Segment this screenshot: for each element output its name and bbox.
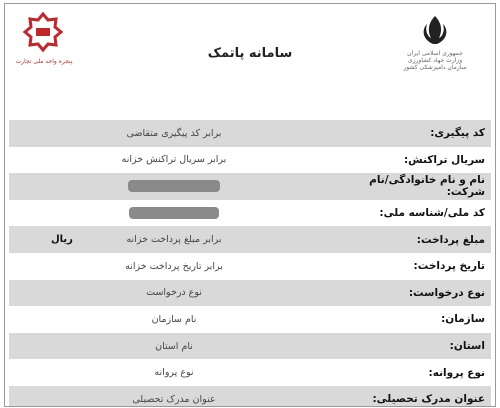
details-table (9, 120, 491, 407)
payment-amount-text: برابر مبلغ پرداخت خزانه (126, 234, 222, 246)
table-row (9, 386, 491, 407)
row-value: نوع درخواست (146, 287, 202, 299)
left-logo-caption: پنجره واحد ملی تجارت (15, 58, 73, 65)
currency-unit: ریال (51, 234, 73, 246)
redaction-block (129, 207, 219, 219)
table-row (9, 200, 491, 227)
row-value: نام سازمان (151, 313, 197, 325)
table-row (9, 333, 491, 360)
right-logo-caption: جمهوری اسلامی ایران وزارت جهاد کشاورزی سازمان دامپزشکی کشور (403, 50, 467, 71)
row-value (9, 234, 339, 245)
row-label: کد ملی/شناسه ملی: (379, 207, 485, 220)
row-label: نوع درخواست: (408, 286, 485, 299)
table-row (9, 253, 491, 280)
row-value: برابر کد پیگیری متقاضی (126, 127, 222, 139)
header (5, 4, 495, 74)
row-value: عنوان مدرک تحصیلی (132, 393, 216, 405)
table-row (9, 120, 491, 147)
table-row (9, 306, 491, 333)
row-value: برابر تاریخ پرداخت خزانه (125, 260, 223, 272)
redaction-block (128, 180, 220, 192)
table-row (9, 147, 491, 174)
table-row (9, 280, 491, 307)
row-label: نوع پروانه: (428, 366, 485, 379)
row-value (9, 180, 339, 192)
row-value: نوع پروانه (154, 367, 194, 379)
row-value: نام استان (155, 340, 193, 352)
page-title: سامانه پاتمک (207, 46, 293, 61)
row-label: تاریخ پرداخت: (413, 260, 485, 273)
receipt-document (4, 3, 496, 407)
row-label: کد پیگیری: (430, 127, 485, 140)
table-row (9, 226, 491, 253)
row-label: عنوان مدرک تحصیلی: (372, 393, 485, 406)
row-value: برابر سریال تراکنش خزانه (121, 154, 227, 166)
row-label: مبلغ پرداخت: (416, 233, 485, 246)
row-value (9, 207, 339, 219)
table-row (9, 173, 491, 200)
row-label: استان: (449, 340, 485, 353)
row-label: سازمان: (441, 313, 485, 326)
row-label: سریال تراکنش: (403, 153, 485, 166)
row-label: نام و نام خانوادگی/نام شرکت: (369, 174, 485, 199)
table-row (9, 359, 491, 386)
